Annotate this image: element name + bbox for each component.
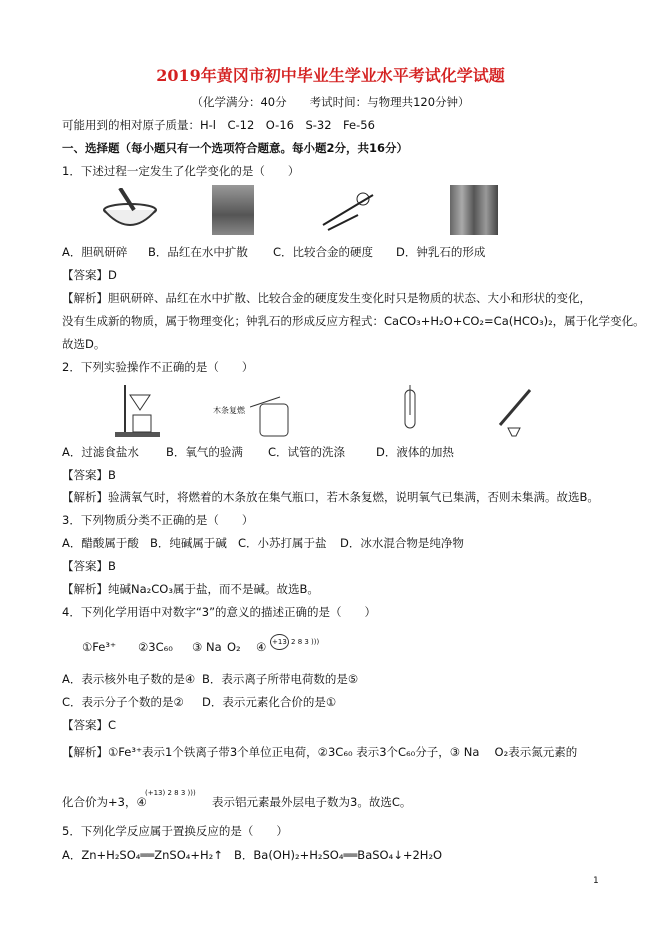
q3-option-a: A．醋酸属于酸 bbox=[62, 536, 139, 550]
dye-diffusion-image bbox=[212, 185, 254, 235]
q3-option-b: B．纯碱属于碱 bbox=[150, 536, 227, 550]
q2-option-c: C．试管的洗涤 bbox=[268, 445, 346, 459]
q2-option-d: D．液体的加热 bbox=[376, 445, 454, 459]
stalactite-image bbox=[450, 185, 498, 235]
q1-stem: 1．下述过程一定发生了化学变化的是（ ） bbox=[62, 164, 300, 178]
q3-analysis: 【解析】纯碱Na₂CO₃属于盐，而不是碱。故选B。 bbox=[62, 582, 319, 596]
alloy-hardness-image bbox=[318, 185, 378, 235]
q2-image-label: 木条复燃 bbox=[213, 406, 245, 415]
aluminium-atom-diagram: +13 2 8 3 ))) bbox=[270, 634, 319, 650]
q4-option-c: C．表示分子个数的是② bbox=[62, 695, 184, 709]
page-title: 2019年黄冈市初中毕业生学业水平考试化学试题 bbox=[156, 66, 505, 85]
q1-option-c: C．比较合金的硬度 bbox=[273, 245, 374, 259]
q5-stem: 5．下列化学反应属于置换反应的是（ ） bbox=[62, 824, 288, 838]
symbol-4: ④ bbox=[256, 640, 267, 654]
symbol-3: ③ Na bbox=[192, 640, 222, 654]
q1-analysis-3: 故选D。 bbox=[62, 337, 106, 351]
filtration-image bbox=[115, 380, 165, 438]
q4-answer: 【答案】C bbox=[62, 718, 117, 732]
q5-option-b: B．Ba(OH)₂+H₂SO₄══BaSO₄↓+2H₂O bbox=[234, 848, 443, 862]
q2-option-b: B．氧气的验满 bbox=[166, 445, 243, 459]
symbol-2: ②3C₆₀ bbox=[138, 640, 173, 654]
q4-analysis: 【解析】①Fe³⁺表示1个铁离子带3个单位正电荷，②3C₆₀ 表示3个C₆₀分子，③ Na O₂表示氮元素的 bbox=[62, 745, 578, 759]
q3-option-c: C．小苏打属于盐 bbox=[238, 536, 327, 550]
q4-option-b: B．表示离子所带电荷数的是⑤ bbox=[202, 672, 359, 686]
atomic-masses: 可能用到的相对原子质量：H-l C-12 O-16 S-32 Fe-56 bbox=[62, 118, 375, 132]
electron-shells: 2 8 3 bbox=[291, 638, 309, 646]
liquid-heating-image bbox=[490, 380, 540, 438]
q1-analysis-2: 没有生成新的物质，属于物理变化；钟乳石的形成反应方程式：CaCO₃+H₂O+CO₂=Ca(HCO₃)₂，属于化学变化。 bbox=[62, 314, 645, 328]
q3-option-d: D．冰水混合物是纯净物 bbox=[340, 536, 464, 550]
q2-option-a: A．过滤食盐水 bbox=[62, 445, 139, 459]
q4-analysis-2a: 化合价为+3，④ bbox=[62, 795, 147, 809]
q4-stem: 4．下列化学用语中对数字“3”的意义的描述正确的是（ ） bbox=[62, 605, 377, 619]
aluminium-atom-diagram-2: (+13) 2 8 3 ))) bbox=[145, 789, 196, 797]
q2-answer: 【答案】B bbox=[62, 468, 116, 482]
q1-option-b: B．品红在水中扩散 bbox=[148, 245, 248, 259]
q4-option-d: D．表示元素化合价的是① bbox=[202, 695, 337, 709]
symbol-3b: O₂ bbox=[227, 640, 241, 654]
q1-answer: 【答案】D bbox=[62, 268, 117, 282]
q1-analysis: 【解析】胆矾研碎、品红在水中扩散、比较合金的硬度发生变化时只是物质的状态、大小和形状的变化， bbox=[62, 291, 591, 305]
q3-stem: 3．下列物质分类不正确的是（ ） bbox=[62, 513, 254, 527]
q5-option-a: A．Zn+H₂SO₄══ZnSO₄+H₂↑ bbox=[62, 848, 223, 862]
q2-stem: 2．下列实验操作不正确的是（ ） bbox=[62, 360, 254, 374]
oxygen-test-image bbox=[250, 382, 295, 437]
subtitle: （化学满分：40分 考试时间：与物理共120分钟） bbox=[191, 95, 470, 109]
q1-option-a: A．胆矾研碎 bbox=[62, 245, 128, 259]
section-heading: 一、选择题（每小题只有一个选项符合题意。每小题2分，共16分） bbox=[62, 141, 409, 155]
mortar-image bbox=[100, 188, 160, 238]
symbol-1: ①Fe³⁺ bbox=[82, 640, 117, 654]
page-number: 1 bbox=[593, 876, 599, 886]
nucleus-charge: +13 bbox=[270, 634, 289, 650]
q3-answer: 【答案】B bbox=[62, 559, 116, 573]
q2-analysis: 【解析】验满氧气时，将燃着的木条放在集气瓶口，若木条复燃，说明氧气已集满，否则未集满。故选B。 bbox=[62, 490, 599, 504]
tube-washing-image bbox=[393, 385, 433, 435]
q4-option-a: A．表示核外电子数的是④ bbox=[62, 672, 196, 686]
q4-analysis-2b: 表示铝元素最外层电子数为3。故选C。 bbox=[212, 795, 412, 809]
q1-option-d: D．钟乳石的形成 bbox=[396, 245, 486, 259]
